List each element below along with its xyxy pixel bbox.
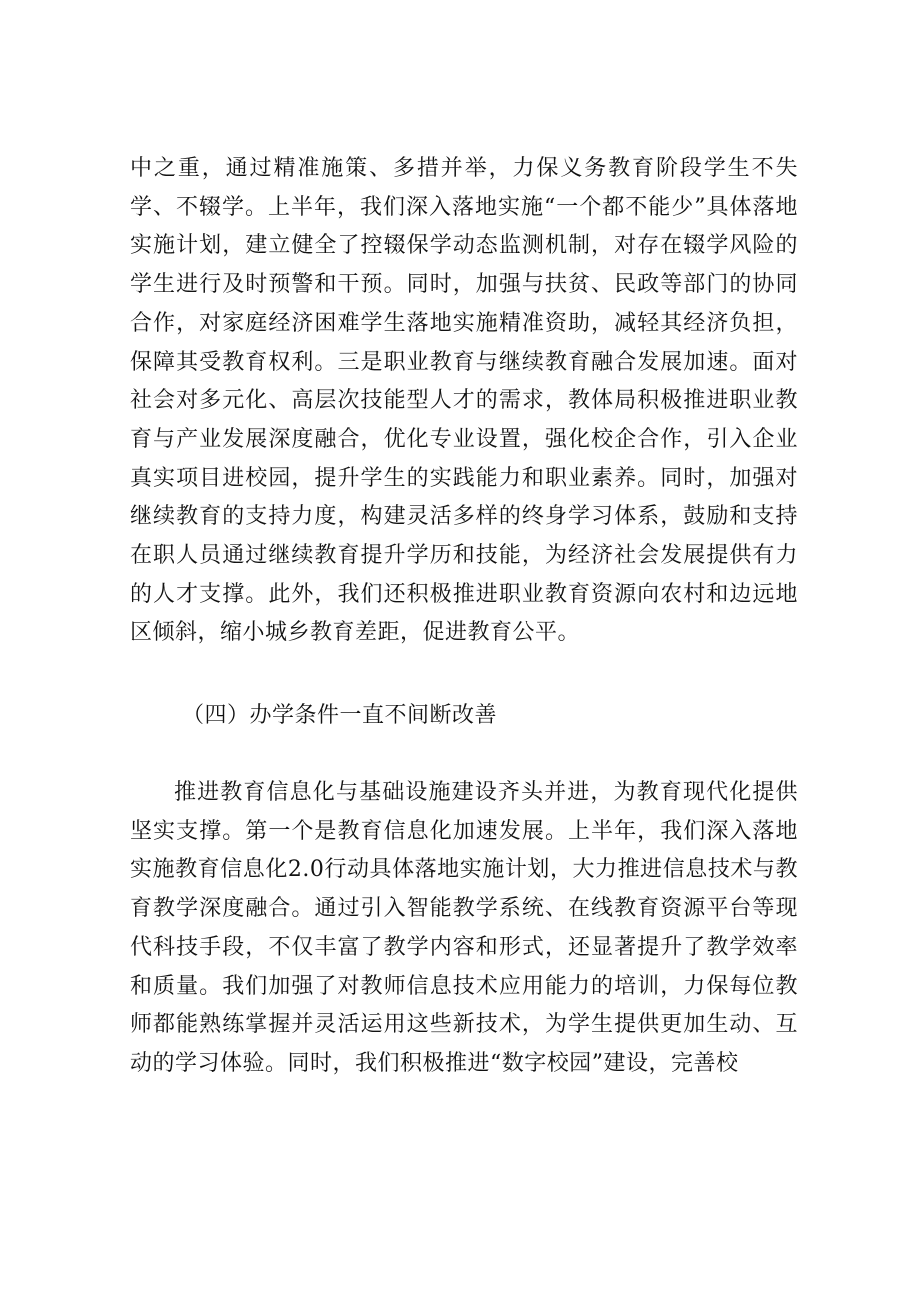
body-paragraph-continued: 中之重，通过精准施策、多措并举，力保义务教育阶段学生不失学、不辍学。上半年，我们深入落地实施“一个都不能少”具体落地实施计划，建立健全了控辍保学动态监测机制，对存在辍学风险的学生进行及时预警和干预。同时，加强与扶贫、民政等部门的协同合作，对家庭经济困难学生落地实施精准资助，减轻其经济负担，保障其受教育权利。三是职业教育与继续教育融合发展加速。面对社会对多元化、高层次技能型人才的需求，教体局积极推进职业教育与产业发展深度融合，优化专业设置，强化校企合作，引入企业真实项目进校园，提升学生的实践能力和职业素养。同时，加强对继续教育的支持力度，构建灵活多样的终身学习体系，鼓励和支持在职人员通过继续教育提升学历和技能，为经济社会发展提供有力的人才支撑。此外，我们还积极推进职业教育资源向农村和边远地区倾斜，缩小城乡教育差距，促进教育公平。 <box>130 156 798 646</box>
section-heading: （四）办学条件一直不间断改善 <box>182 703 498 728</box>
body-paragraph: 推进教育信息化与基础设施建设齐头并进，为教育现代化提供坚实支撑。第一个是教育信息化加速发展。上半年，我们深入落地实施教育信息化2.0行动具体落地实施计划，大力推进信息技术与教育教学深度融合。通过引入智能教学系统、在线教育资源平台等现代科技手段，不仅丰富了教学内容和形式，还显著提升了教学效率和质量。我们加强了对教师信息技术应用能力的培训，力保每位教师都能熟练掌握并灵活运用这些新技术，为学生提供更加生动、互动的学习体验。同时，我们积极推进“数字校园”建设，完善校 <box>130 780 798 1076</box>
